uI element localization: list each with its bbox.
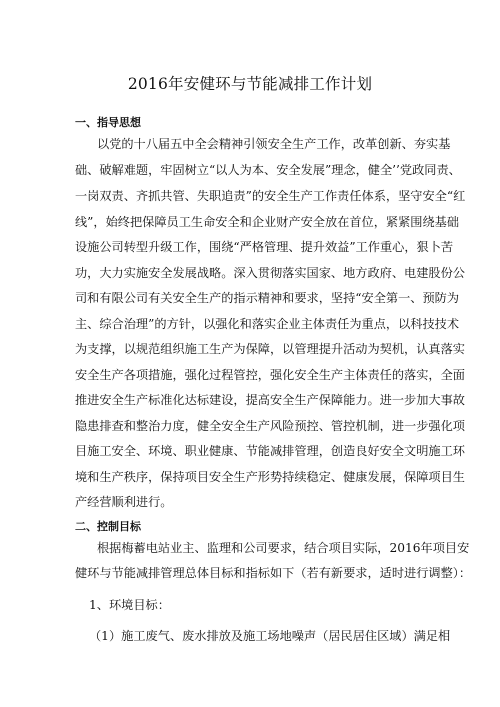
environment-goal-item: 1、环境目标： <box>89 598 170 612</box>
section1-line: 线”，始终把保障员工生命安全和企业财产安全放在首位，紧紧围绕基础 <box>75 215 460 229</box>
section1-line: 主、综合治理”的方针，以强化和落实企业主体责任为重点，以科技技术 <box>75 317 460 331</box>
section2-heading: 二、控制目标 <box>75 520 141 533</box>
section1-line: 安全生产各项措施，强化过程管控，强化安全生产主体责任的落实，全面 <box>75 368 465 382</box>
section1-line: 一岗双责、齐抓共管、失职追责”的安全生产工作责任体系，坚守安全“红 <box>75 189 466 203</box>
section1-line: 础、破解难题，牢固树立“以人为本、安全发展”理念，健全’’党政同责、 <box>75 163 461 177</box>
section1-line: 隐患排查和整治力度，健全安全生产风险预控、管控机制，进一步强化项 <box>75 419 465 433</box>
document-title: 2016年安健环与节能减排工作计划 <box>127 75 373 93</box>
section1-line: 为支撑，以规范组织施工生产为保障，以管理提升活动为契机，认真落实 <box>75 342 465 356</box>
section1-line: 产经营顺利进行。 <box>75 495 173 509</box>
section2-line: 健环与节能减排管理总体目标和指标如下（若有新要求，适时进行调整）： <box>75 566 472 580</box>
section1-line: 以党的十八届五中全会精神引领安全生产工作，改革创新、夯实基 <box>97 137 451 151</box>
section1-line: 设施公司转型升级工作，围绕“严格管理、提升效益”工作重心，狠卜苦 <box>75 240 454 254</box>
section1-line: 司和有限公司有关安全生产的指示精神和要求，坚持“安全第一、预防为 <box>75 291 460 305</box>
section1-line: 推进安全生产标准化达标建设，提高安全生产保障能力。进一步加大事故 <box>75 393 465 407</box>
section1-line: 境和生产秩序，保持项目安全生产形势持续稳定、健康发展，保障项目生 <box>75 470 465 484</box>
section1-heading: 一、指导思想 <box>75 116 141 129</box>
section1-line: 目施工安全、环境、职业健康、节能减排管理，创造良好安全文明施工环 <box>75 444 465 458</box>
section2-line: 根据梅蓄电站业主、监理和公司要求，结合项目实际，2016年项目安 <box>97 541 470 555</box>
environment-goal-subitem: （1）施工废气、废水排放及施工场地噪声（居民居住区域）满足相 <box>89 629 451 643</box>
section1-line: 功，大力实施安全发展战略。深入贯彻落实国家、地方政府、电建股份公 <box>75 266 465 280</box>
